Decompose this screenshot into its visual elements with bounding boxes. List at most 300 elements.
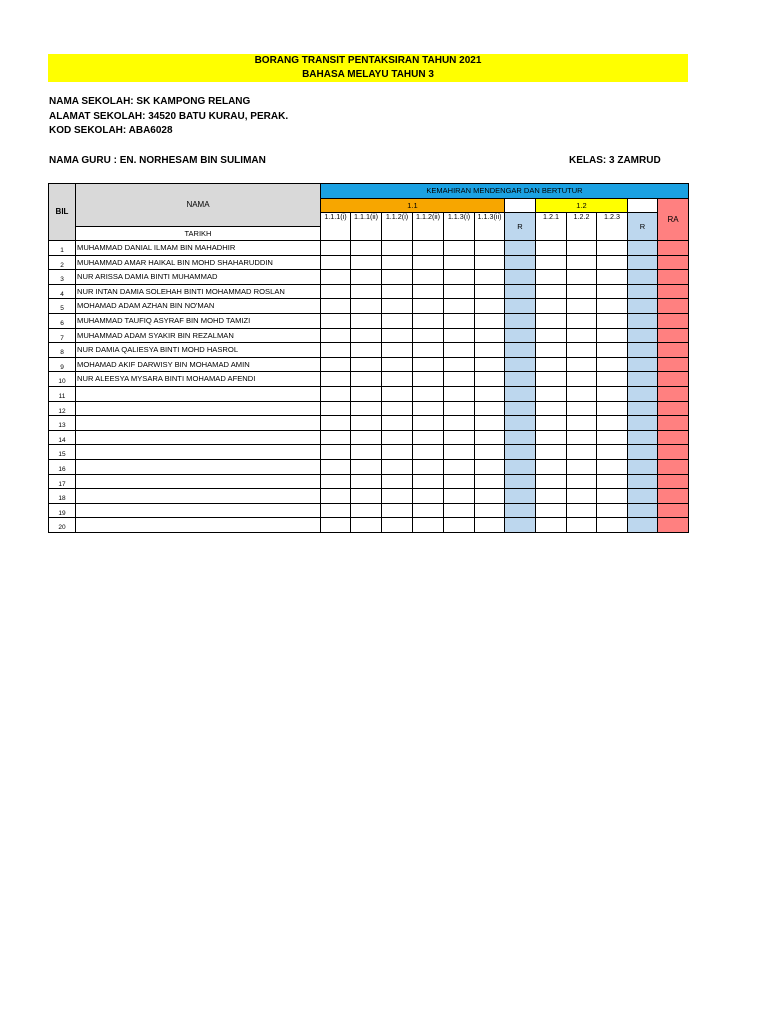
table-row xyxy=(49,343,689,358)
score-cell[interactable] xyxy=(351,445,382,460)
skill-header: KEMAHIRAN MENDENGAR DAN BERTUTUR xyxy=(321,184,689,199)
score-cell[interactable] xyxy=(475,255,505,270)
table-row xyxy=(49,328,689,343)
score-cell[interactable] xyxy=(321,518,351,533)
score-cell[interactable] xyxy=(413,430,444,445)
school-name: NAMA SEKOLAH: SK KAMPONG RELANG xyxy=(49,96,251,107)
score-cell[interactable] xyxy=(597,430,628,445)
score-cell[interactable] xyxy=(536,416,567,431)
score-cell[interactable] xyxy=(597,270,628,285)
score-cell[interactable] xyxy=(567,401,597,416)
subskill-1-1-1-ii: 1.1.1(ii) xyxy=(351,213,382,241)
score-cell[interactable] xyxy=(475,357,505,372)
score-cell[interactable] xyxy=(382,430,413,445)
score-cell[interactable] xyxy=(351,386,382,401)
r-cell[interactable] xyxy=(505,489,536,504)
score-cell[interactable] xyxy=(597,328,628,343)
score-cell[interactable] xyxy=(351,518,382,533)
subskill-1-1-1-i: 1.1.1(i) xyxy=(321,213,351,241)
score-cell[interactable] xyxy=(444,416,475,431)
score-cell[interactable] xyxy=(536,445,567,460)
score-cell[interactable] xyxy=(536,270,567,285)
score-cell[interactable] xyxy=(475,372,505,387)
student-name xyxy=(76,445,321,460)
table-row xyxy=(49,313,689,328)
score-cell[interactable] xyxy=(475,459,505,474)
score-cell[interactable] xyxy=(475,489,505,504)
r-cell[interactable] xyxy=(628,241,658,256)
score-cell[interactable] xyxy=(475,416,505,431)
score-cell[interactable] xyxy=(567,284,597,299)
score-cell[interactable] xyxy=(444,270,475,285)
score-cell[interactable] xyxy=(597,299,628,314)
table-row xyxy=(49,518,689,533)
subskill-1-2-3: 1.2.3 xyxy=(597,213,628,241)
score-cell[interactable] xyxy=(321,255,351,270)
group-1-2-spacer xyxy=(628,199,658,213)
score-cell[interactable] xyxy=(321,343,351,358)
r-cell[interactable] xyxy=(505,328,536,343)
score-cell[interactable] xyxy=(536,401,567,416)
score-cell[interactable] xyxy=(597,313,628,328)
r-cell[interactable] xyxy=(505,416,536,431)
score-cell[interactable] xyxy=(597,416,628,431)
score-cell[interactable] xyxy=(567,518,597,533)
r-header-1-1: R xyxy=(505,213,536,241)
table-row xyxy=(49,503,689,518)
score-cell[interactable] xyxy=(475,284,505,299)
student-name: MUHAMMAD TAUFIQ ASYRAF BIN MOHD TAMIZI xyxy=(76,313,321,328)
score-cell[interactable] xyxy=(351,357,382,372)
ra-cell[interactable] xyxy=(658,518,689,533)
score-cell[interactable] xyxy=(536,430,567,445)
score-cell[interactable] xyxy=(567,328,597,343)
score-cell[interactable] xyxy=(351,299,382,314)
score-cell[interactable] xyxy=(536,255,567,270)
score-cell[interactable] xyxy=(382,270,413,285)
score-cell[interactable] xyxy=(536,299,567,314)
score-cell[interactable] xyxy=(351,503,382,518)
score-cell[interactable] xyxy=(536,518,567,533)
student-name: MUHAMMAD AMAR HAIKAL BIN MOHD SHAHARUDDIN xyxy=(76,255,321,270)
score-cell[interactable] xyxy=(413,270,444,285)
student-name xyxy=(76,518,321,533)
score-cell[interactable] xyxy=(475,474,505,489)
score-cell[interactable] xyxy=(597,386,628,401)
r-cell[interactable] xyxy=(505,284,536,299)
student-name xyxy=(76,489,321,504)
score-cell[interactable] xyxy=(567,474,597,489)
row-number: 2 xyxy=(49,255,76,270)
r-cell[interactable] xyxy=(628,328,658,343)
score-cell[interactable] xyxy=(321,372,351,387)
row-number: 1 xyxy=(49,241,76,256)
score-cell[interactable] xyxy=(413,401,444,416)
score-cell[interactable] xyxy=(475,401,505,416)
r-cell[interactable] xyxy=(628,372,658,387)
score-cell[interactable] xyxy=(444,430,475,445)
ra-cell[interactable] xyxy=(658,328,689,343)
score-cell[interactable] xyxy=(597,357,628,372)
score-cell[interactable] xyxy=(444,343,475,358)
ra-cell[interactable] xyxy=(658,343,689,358)
score-cell[interactable] xyxy=(567,459,597,474)
student-name: MUHAMMAD DANIAL ILMAM BIN MAHADHIR xyxy=(76,241,321,256)
subskill-1-1-3-ii: 1.1.3(ii) xyxy=(475,213,505,241)
score-cell[interactable] xyxy=(475,270,505,285)
table-row xyxy=(49,357,689,372)
score-cell[interactable] xyxy=(382,518,413,533)
score-cell[interactable] xyxy=(413,284,444,299)
score-cell[interactable] xyxy=(444,386,475,401)
score-cell[interactable] xyxy=(444,401,475,416)
ra-cell[interactable] xyxy=(658,270,689,285)
student-name xyxy=(76,416,321,431)
student-name xyxy=(76,401,321,416)
score-cell[interactable] xyxy=(444,459,475,474)
row-number: 12 xyxy=(49,401,76,416)
r-cell[interactable] xyxy=(505,430,536,445)
score-cell[interactable] xyxy=(567,270,597,285)
r-cell[interactable] xyxy=(628,299,658,314)
r-cell[interactable] xyxy=(505,270,536,285)
score-cell[interactable] xyxy=(351,328,382,343)
student-name xyxy=(76,459,321,474)
score-cell[interactable] xyxy=(567,313,597,328)
score-cell[interactable] xyxy=(413,255,444,270)
score-cell[interactable] xyxy=(351,474,382,489)
score-cell[interactable] xyxy=(321,270,351,285)
score-cell[interactable] xyxy=(351,270,382,285)
score-cell[interactable] xyxy=(321,241,351,256)
score-cell[interactable] xyxy=(444,518,475,533)
score-cell[interactable] xyxy=(567,241,597,256)
r-cell[interactable] xyxy=(505,255,536,270)
score-cell[interactable] xyxy=(475,386,505,401)
ra-cell[interactable] xyxy=(658,372,689,387)
r-cell[interactable] xyxy=(628,489,658,504)
score-cell[interactable] xyxy=(444,445,475,460)
score-cell[interactable] xyxy=(567,445,597,460)
score-cell[interactable] xyxy=(444,284,475,299)
score-cell[interactable] xyxy=(382,474,413,489)
score-cell[interactable] xyxy=(475,313,505,328)
ra-cell[interactable] xyxy=(658,386,689,401)
score-cell[interactable] xyxy=(536,386,567,401)
score-cell[interactable] xyxy=(382,372,413,387)
r-cell[interactable] xyxy=(505,459,536,474)
score-cell[interactable] xyxy=(597,255,628,270)
score-cell[interactable] xyxy=(597,489,628,504)
score-cell[interactable] xyxy=(597,503,628,518)
r-cell[interactable] xyxy=(628,386,658,401)
score-cell[interactable] xyxy=(413,372,444,387)
subskill-1-1-2-i: 1.1.2(i) xyxy=(382,213,413,241)
r-cell[interactable] xyxy=(628,430,658,445)
score-cell[interactable] xyxy=(536,459,567,474)
r-cell[interactable] xyxy=(628,503,658,518)
score-cell[interactable] xyxy=(351,416,382,431)
r-cell[interactable] xyxy=(628,357,658,372)
score-cell[interactable] xyxy=(475,299,505,314)
score-cell[interactable] xyxy=(567,372,597,387)
r-cell[interactable] xyxy=(628,255,658,270)
ra-cell[interactable] xyxy=(658,357,689,372)
score-cell[interactable] xyxy=(321,474,351,489)
score-cell[interactable] xyxy=(567,255,597,270)
score-cell[interactable] xyxy=(536,474,567,489)
score-cell[interactable] xyxy=(536,357,567,372)
score-cell[interactable] xyxy=(475,343,505,358)
r-cell[interactable] xyxy=(505,503,536,518)
score-cell[interactable] xyxy=(413,241,444,256)
score-cell[interactable] xyxy=(475,241,505,256)
score-cell[interactable] xyxy=(567,489,597,504)
score-cell[interactable] xyxy=(444,372,475,387)
score-cell[interactable] xyxy=(475,328,505,343)
score-cell[interactable] xyxy=(536,503,567,518)
score-cell[interactable] xyxy=(413,459,444,474)
row-number: 20 xyxy=(49,518,76,533)
score-cell[interactable] xyxy=(413,518,444,533)
r-cell[interactable] xyxy=(505,357,536,372)
ra-cell[interactable] xyxy=(658,284,689,299)
r-cell[interactable] xyxy=(628,343,658,358)
subskill-1-2-2: 1.2.2 xyxy=(567,213,597,241)
ra-cell[interactable] xyxy=(658,313,689,328)
score-cell[interactable] xyxy=(567,416,597,431)
score-cell[interactable] xyxy=(444,328,475,343)
row-number: 17 xyxy=(49,474,76,489)
table-row xyxy=(49,386,689,401)
row-number: 8 xyxy=(49,343,76,358)
score-cell[interactable] xyxy=(475,518,505,533)
r-cell[interactable] xyxy=(505,241,536,256)
score-cell[interactable] xyxy=(475,430,505,445)
score-cell[interactable] xyxy=(382,489,413,504)
score-cell[interactable] xyxy=(351,255,382,270)
r-cell[interactable] xyxy=(505,445,536,460)
ra-cell[interactable] xyxy=(658,445,689,460)
score-cell[interactable] xyxy=(444,313,475,328)
subskill-1-2-1: 1.2.1 xyxy=(536,213,567,241)
score-cell[interactable] xyxy=(413,445,444,460)
score-cell[interactable] xyxy=(321,459,351,474)
score-cell[interactable] xyxy=(321,489,351,504)
row-number: 14 xyxy=(49,430,76,445)
score-cell[interactable] xyxy=(475,503,505,518)
r-cell[interactable] xyxy=(505,518,536,533)
table-row xyxy=(49,241,689,256)
score-cell[interactable] xyxy=(321,430,351,445)
score-cell[interactable] xyxy=(597,518,628,533)
score-cell[interactable] xyxy=(382,284,413,299)
r-cell[interactable] xyxy=(505,313,536,328)
ra-cell[interactable] xyxy=(658,459,689,474)
row-number: 19 xyxy=(49,503,76,518)
r-cell[interactable] xyxy=(628,518,658,533)
score-cell[interactable] xyxy=(444,241,475,256)
score-cell[interactable] xyxy=(351,401,382,416)
ra-cell[interactable] xyxy=(658,255,689,270)
r-cell[interactable] xyxy=(505,372,536,387)
score-cell[interactable] xyxy=(321,445,351,460)
ra-header: RA xyxy=(658,199,689,241)
ra-cell[interactable] xyxy=(658,489,689,504)
score-cell[interactable] xyxy=(536,489,567,504)
score-cell[interactable] xyxy=(382,343,413,358)
score-cell[interactable] xyxy=(567,386,597,401)
score-cell[interactable] xyxy=(321,416,351,431)
score-cell[interactable] xyxy=(351,284,382,299)
score-cell[interactable] xyxy=(413,299,444,314)
score-cell[interactable] xyxy=(413,328,444,343)
score-cell[interactable] xyxy=(351,372,382,387)
student-name xyxy=(76,503,321,518)
ra-cell[interactable] xyxy=(658,430,689,445)
student-name: NUR ALEESYA MYSARA BINTI MOHAMAD AFENDI xyxy=(76,372,321,387)
score-cell[interactable] xyxy=(597,241,628,256)
score-cell[interactable] xyxy=(413,489,444,504)
r-cell[interactable] xyxy=(505,343,536,358)
assessment-table xyxy=(48,183,689,533)
row-number: 15 xyxy=(49,445,76,460)
score-cell[interactable] xyxy=(351,343,382,358)
r-cell[interactable] xyxy=(505,386,536,401)
school-code: KOD SEKOLAH: ABA6028 xyxy=(49,125,173,136)
score-cell[interactable] xyxy=(382,255,413,270)
score-cell[interactable] xyxy=(413,474,444,489)
group-1-2-header: 1.2 xyxy=(536,199,628,213)
score-cell[interactable] xyxy=(444,489,475,504)
table-row xyxy=(49,299,689,314)
score-cell[interactable] xyxy=(321,357,351,372)
r-cell[interactable] xyxy=(628,445,658,460)
score-cell[interactable] xyxy=(536,313,567,328)
score-cell[interactable] xyxy=(413,357,444,372)
ra-cell[interactable] xyxy=(658,299,689,314)
score-cell[interactable] xyxy=(413,343,444,358)
score-cell[interactable] xyxy=(444,299,475,314)
score-cell[interactable] xyxy=(567,430,597,445)
score-cell[interactable] xyxy=(567,299,597,314)
score-cell[interactable] xyxy=(597,284,628,299)
form-subtitle: BAHASA MELAYU TAHUN 3 xyxy=(302,69,434,80)
ra-cell[interactable] xyxy=(658,474,689,489)
score-cell[interactable] xyxy=(444,503,475,518)
score-cell[interactable] xyxy=(597,401,628,416)
score-cell[interactable] xyxy=(444,474,475,489)
r-cell[interactable] xyxy=(628,459,658,474)
score-cell[interactable] xyxy=(597,474,628,489)
score-cell[interactable] xyxy=(536,241,567,256)
score-cell[interactable] xyxy=(382,313,413,328)
score-cell[interactable] xyxy=(382,241,413,256)
score-cell[interactable] xyxy=(351,313,382,328)
score-cell[interactable] xyxy=(597,343,628,358)
r-cell[interactable] xyxy=(628,313,658,328)
table-row xyxy=(49,270,689,285)
score-cell[interactable] xyxy=(382,401,413,416)
row-number: 4 xyxy=(49,284,76,299)
score-cell[interactable] xyxy=(413,386,444,401)
score-cell[interactable] xyxy=(536,372,567,387)
score-cell[interactable] xyxy=(413,416,444,431)
score-cell[interactable] xyxy=(382,357,413,372)
teacher-name: NAMA GURU : EN. NORHESAM BIN SULIMAN xyxy=(49,155,266,166)
score-cell[interactable] xyxy=(321,386,351,401)
score-cell[interactable] xyxy=(567,357,597,372)
ra-cell[interactable] xyxy=(658,503,689,518)
score-cell[interactable] xyxy=(413,503,444,518)
score-cell[interactable] xyxy=(597,445,628,460)
score-cell[interactable] xyxy=(536,328,567,343)
ra-cell[interactable] xyxy=(658,241,689,256)
table-row xyxy=(49,489,689,504)
r-cell[interactable] xyxy=(505,474,536,489)
score-cell[interactable] xyxy=(351,430,382,445)
score-cell[interactable] xyxy=(536,284,567,299)
score-cell[interactable] xyxy=(444,357,475,372)
row-number: 10 xyxy=(49,372,76,387)
score-cell[interactable] xyxy=(597,459,628,474)
r-cell[interactable] xyxy=(628,474,658,489)
table-row xyxy=(49,255,689,270)
score-cell[interactable] xyxy=(567,343,597,358)
r-cell[interactable] xyxy=(628,416,658,431)
ra-cell[interactable] xyxy=(658,416,689,431)
r-cell[interactable] xyxy=(628,284,658,299)
r-cell[interactable] xyxy=(628,270,658,285)
score-cell[interactable] xyxy=(321,503,351,518)
bil-header: BIL xyxy=(49,184,76,241)
tarikh-label: TARIKH xyxy=(76,227,321,241)
class-name: KELAS: 3 ZAMRUD xyxy=(569,155,661,166)
score-cell[interactable] xyxy=(382,503,413,518)
row-number: 5 xyxy=(49,299,76,314)
score-cell[interactable] xyxy=(321,284,351,299)
group-1-1-header: 1.1 xyxy=(321,199,505,213)
score-cell[interactable] xyxy=(382,416,413,431)
score-cell[interactable] xyxy=(351,459,382,474)
score-cell[interactable] xyxy=(321,313,351,328)
score-cell[interactable] xyxy=(382,445,413,460)
score-cell[interactable] xyxy=(351,489,382,504)
score-cell[interactable] xyxy=(382,299,413,314)
r-cell[interactable] xyxy=(628,401,658,416)
score-cell[interactable] xyxy=(351,241,382,256)
score-cell[interactable] xyxy=(567,503,597,518)
score-cell[interactable] xyxy=(536,343,567,358)
table-row xyxy=(49,284,689,299)
r-cell[interactable] xyxy=(505,401,536,416)
score-cell[interactable] xyxy=(382,459,413,474)
score-cell[interactable] xyxy=(475,445,505,460)
r-cell[interactable] xyxy=(505,299,536,314)
score-cell[interactable] xyxy=(413,313,444,328)
table-row xyxy=(49,401,689,416)
score-cell[interactable] xyxy=(597,372,628,387)
student-name xyxy=(76,474,321,489)
score-cell[interactable] xyxy=(382,328,413,343)
score-cell[interactable] xyxy=(321,401,351,416)
score-cell[interactable] xyxy=(444,255,475,270)
row-number: 16 xyxy=(49,459,76,474)
score-cell[interactable] xyxy=(321,299,351,314)
score-cell[interactable] xyxy=(321,328,351,343)
score-cell[interactable] xyxy=(382,386,413,401)
ra-cell[interactable] xyxy=(658,401,689,416)
